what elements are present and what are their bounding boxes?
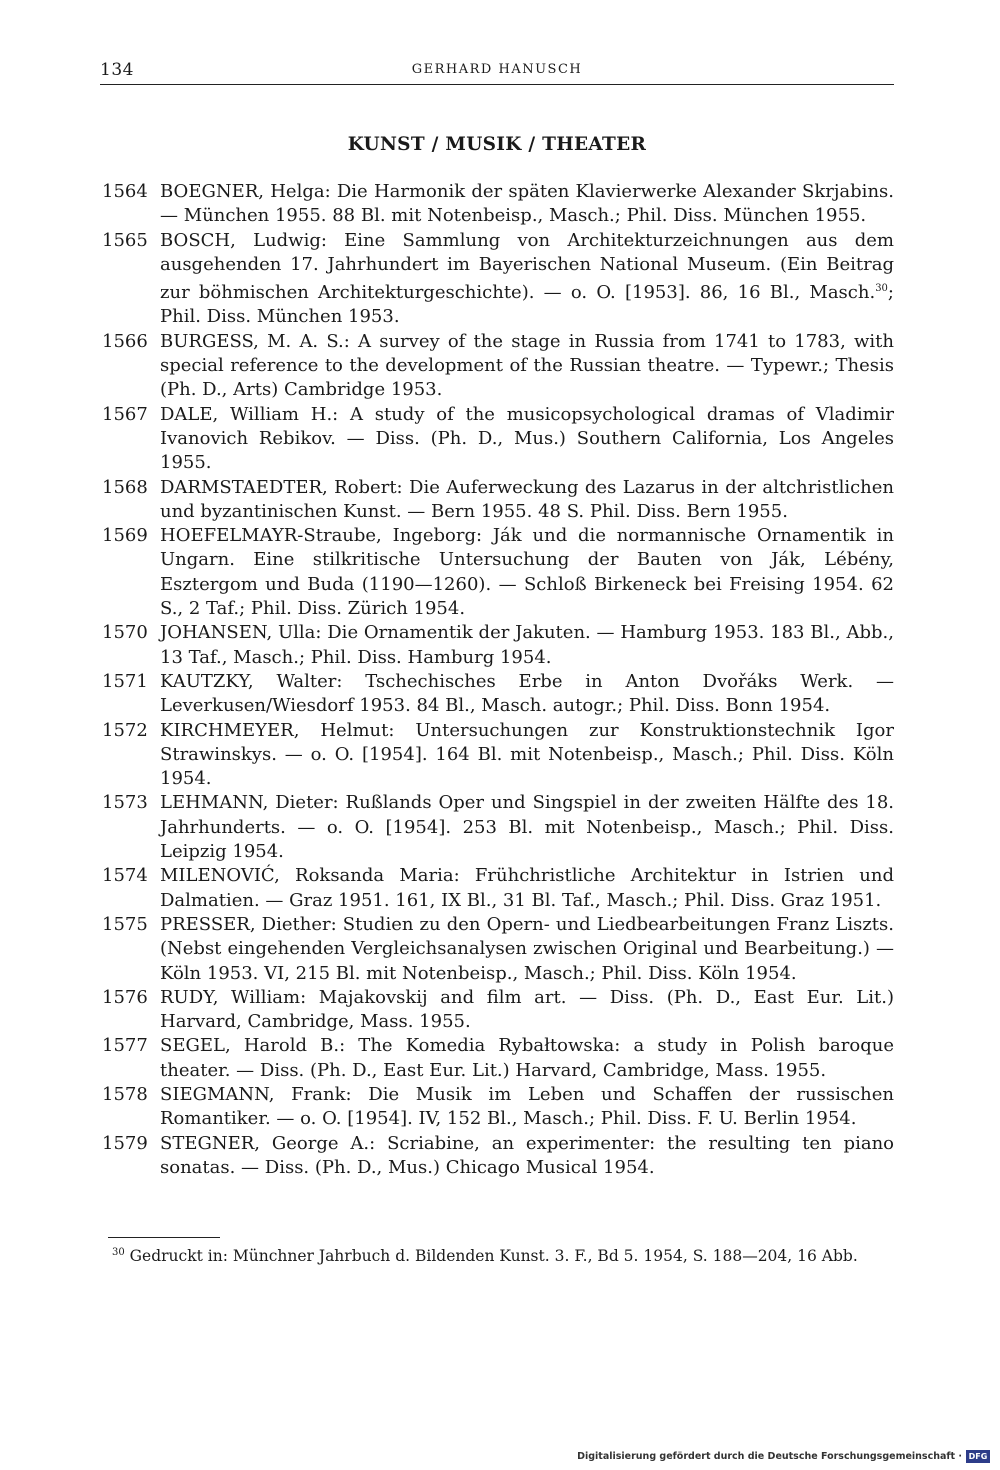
footnote-mark: 30 [112,1247,125,1258]
footnote [112,1243,894,1266]
entry-text: KIRCHMEYER, Helmut: Untersuchungen zur Konstruktionstechnik Igor Strawinskys. — o. O. [1954]. 164 Bl. mit Notenbeisp., Masch.; Phil. Diss. Köln 1954. [160,719,894,790]
entry-text: HOEFELMAYR-Straube, Ingeborg: Ják und die normannische Ornamentik in Ungarn. Eine stilkritische Untersuchung der Bauten von Ják, Lébény, Esztergom und Buda (1190—1260). — Schloß Birkeneck bei Freising 1954. 62 S., 2 Taf.; Phil. Diss. Zürich 1954. [160,525,894,620]
entry-text: MILENOVIĆ, Roksanda Maria: Frühchristliche Architektur in Istrien und Dalmatien. — Graz 1951. 161, IX Bl., 31 Bl. Taf., Masch.; Phil. Diss. Graz 1951. [160,865,894,911]
bibliography-entry [100,1083,894,1132]
footnote-text: Gedruckt in: Münchner Jahrbuch d. Bildenden Kunst. 3. F., Bd 5. 1954, S. 188—204, 16 Abb. [129,1247,858,1266]
running-head [100,58,894,85]
entry-text: DALE, William H.: A study of the musicopsychological dramas of Vladimir Ivanovich Rebikov. — Diss. (Ph. D., Mus.) Southern California, Los Angeles 1955. [160,403,894,474]
bibliography-entry [100,1132,894,1181]
entry-number: 1572 [102,719,148,741]
running-head-author: GERHARD HANUSCH [411,62,583,77]
entry-number: 1578 [102,1083,148,1105]
entry-text: BOEGNER, Helga: Die Harmonik der späten Klavierwerke Alexander Skrjabins. — München 1955. 88 Bl. mit Notenbeisp., Masch.; Phil. Diss. München 1955. [160,181,894,227]
entry-number: 1566 [102,330,148,352]
entry-number: 1567 [102,403,148,425]
bibliography-entry [100,986,894,1035]
entry-number: 1573 [102,792,148,814]
entry-text-part: ; Phil. Diss. München 1953. [160,282,894,328]
section-heading: KUNST / MUSIK / THEATER [347,134,647,155]
entry-text: BURGESS, M. A. S.: A survey of the stage in Russia from 1741 to 1783, with special reference to the development of the Russian theatre. — Typewr.; Thesis (Ph. D., Arts) Cambridge 1953. [160,330,894,401]
bibliography-list [100,180,894,1180]
entry-text-part: BOSCH, Ludwig: Eine Sammlung von Architekturzeichnungen aus dem ausgehenden 17. Jahrhundert im Bayerischen National Museum. (Ein Beitrag zur böhmischen Architekturgeschichte). — o. O. [1953]. 86, 16 Bl., Masch. [160,229,894,304]
dfg-logo: DFG [966,1450,990,1463]
bibliography-entry [100,1034,894,1083]
bibliography-entry [100,864,894,913]
entry-number: 1568 [102,476,148,498]
bibliography-entry [100,913,894,986]
bibliography-entry [100,180,894,229]
entry-number: 1577 [102,1035,148,1057]
entry-text: SIEGMANN, Frank: Die Musik im Leben und Schaffen der russischen Romantiker. — o. O. [1954]. IV, 152 Bl., Masch.; Phil. Diss. F. U. Berlin 1954. [160,1083,894,1130]
entry-text: STEGNER, George A.: Scriabine, an experimenter: the resulting ten piano sonatas. — Diss. (Ph. D., Mus.) Chicago Musical 1954. [160,1132,894,1178]
bibliography-entry [100,403,894,476]
entry-text: LEHMANN, Dieter: Rußlands Oper und Singspiel in der zweiten Hälfte des 18. Jahrhunderts. — o. O. [1954]. 253 Bl. mit Notenbeisp., Masch.; Phil. Diss. Leipzig 1954. [160,792,894,863]
bibliography-entry [100,330,894,403]
bibliography-entry [100,670,894,719]
digitization-notice: Digitalisierung gefördert durch die Deutsche Forschungsgemeinschaft · [577,1451,962,1462]
footnote-reference: 30 [875,283,888,295]
entry-number: 1569 [102,525,148,547]
entry-number: 1571 [102,670,148,692]
bibliography-entry [100,791,894,864]
bibliography-entry [100,621,894,670]
bibliography-entry [100,524,894,621]
page-number: 134 [100,60,134,80]
bibliography-entry [100,719,894,792]
entry-text: RUDY, William: Majakovskij and film art. — Diss. (Ph. D., East Eur. Lit.) Harvard, Cambridge, Mass. 1955. [160,986,894,1033]
entry-text: DARMSTAEDTER, Robert: Die Auferweckung des Lazarus in der altchristlichen und byzantinischen Kunst. — Bern 1955. 48 S. Phil. Diss. Bern 1955. [160,476,894,522]
entry-number: 1565 [102,229,148,251]
footnote-divider [108,1237,220,1238]
entry-number: 1564 [102,181,148,202]
entry-number: 1576 [102,986,148,1008]
entry-text: KAUTZKY, Walter: Tschechisches Erbe in Anton Dvořáks Werk. — Leverkusen/Wiesdorf 1953. 84 Bl., Masch. autogr.; Phil. Diss. Bonn 1954. [160,670,894,717]
entry-text: JOHANSEN, Ulla: Die Ornamentik der Jakuten. — Hamburg 1953. 183 Bl., Abb., 13 Taf., Masch.; Phil. Diss. Hamburg 1954. [160,622,894,668]
entry-number: 1575 [102,913,148,935]
entry-number: 1574 [102,865,148,887]
bibliography-entry [100,476,894,525]
entry-text: SEGEL, Harold B.: The Komedia Rybałtowska: a study in Polish baroque theater. — Diss. (Ph. D., East Eur. Lit.) Harvard, Cambridge, Mass. 1955. [160,1035,894,1081]
entry-text [160,229,894,330]
entry-number: 1579 [102,1132,148,1154]
entry-text: PRESSER, Diether: Studien zu den Opern- und Liedbearbeitungen Franz Liszts. (Nebst eingehenden Vergleichsanalysen zwischen Original und Bearbeitung.) — Köln 1953. VI, 215 Bl. mit Notenbeisp., Masch.; Phil. Diss. Köln 1954. [160,913,894,984]
entry-number: 1570 [102,622,148,644]
bibliography-entry [100,229,894,330]
